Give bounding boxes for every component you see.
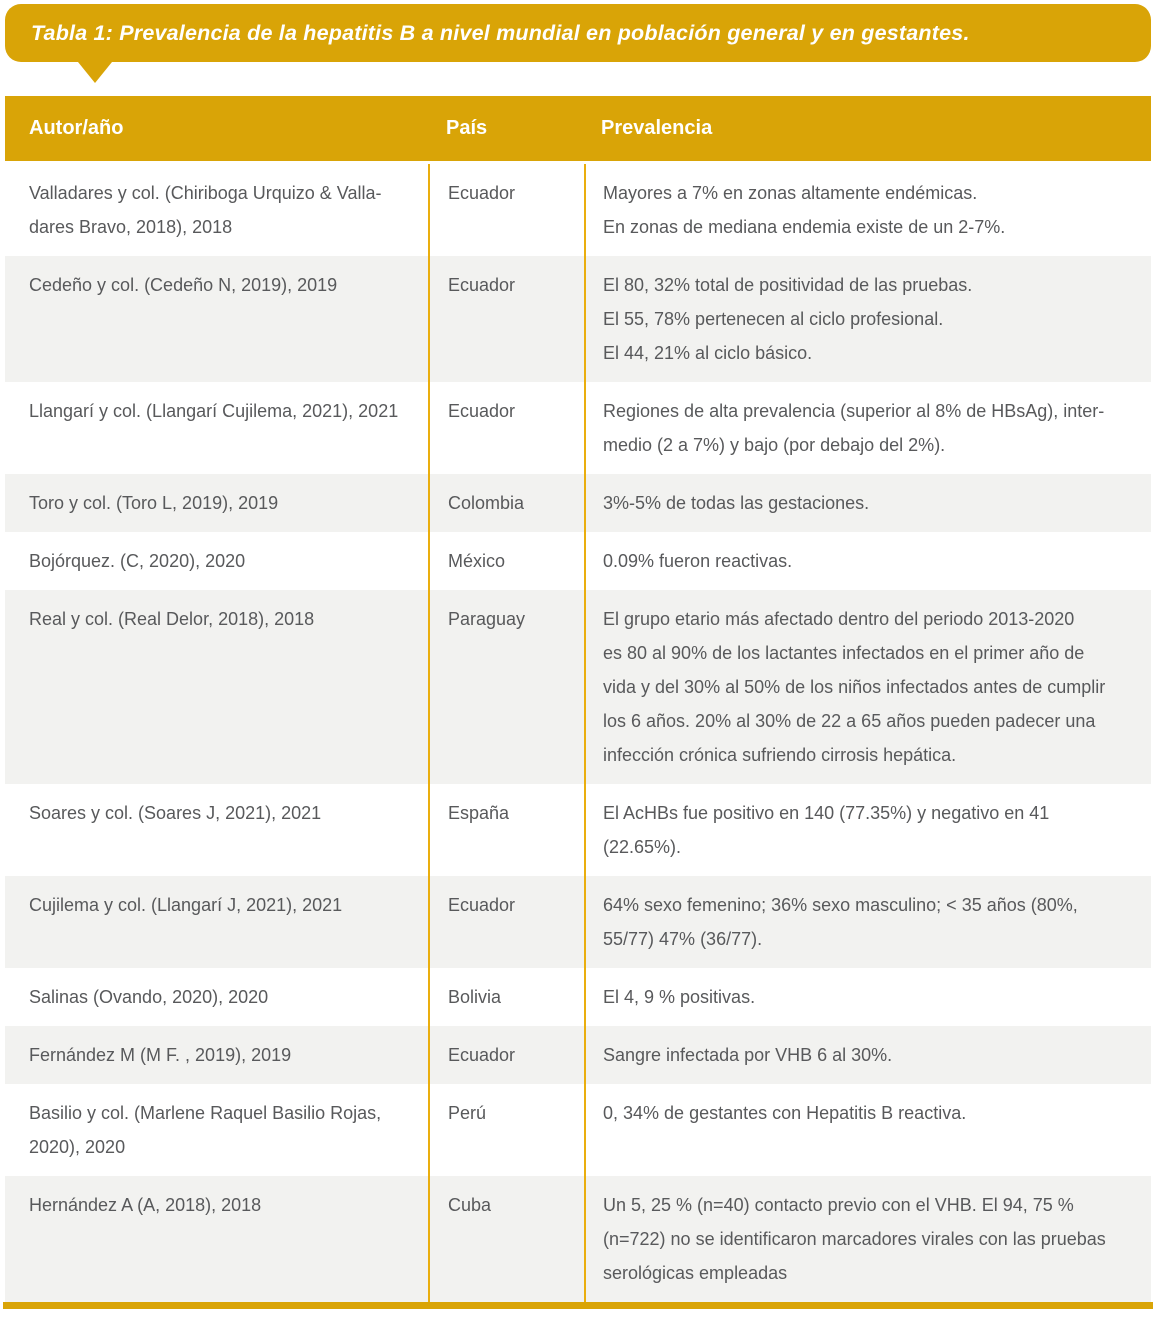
- cell-text-line: Salinas (Ovando, 2020), 2020: [29, 987, 269, 1007]
- table-row: [5, 1026, 1151, 1084]
- cell-text-line: medio (2 a 7%) y bajo (por debajo del 2%).: [603, 435, 946, 455]
- cell-text-line: Cuba: [448, 1195, 492, 1215]
- cell-pais: [428, 590, 584, 784]
- cell-prevalencia: [584, 784, 1151, 876]
- table-title-bubble: [5, 4, 1151, 62]
- table-row: [5, 382, 1151, 474]
- cell-text-line: El 4, 9 % positivas.: [603, 987, 756, 1007]
- cell-text-line: 2020), 2020: [29, 1137, 126, 1157]
- cell-text-line: 64% sexo femenino; 36% sexo masculino; < 35 años (80%,: [603, 895, 1078, 915]
- cell-autor: [5, 256, 428, 382]
- table-row: [5, 590, 1151, 784]
- table-row: [5, 784, 1151, 876]
- cell-text-line: vida y del 30% al 50% de los niños infectados antes de cumplir: [603, 677, 1106, 697]
- cell-prevalencia: [584, 968, 1151, 1026]
- cell-text-line: Hernández A (A, 2018), 2018: [29, 1195, 262, 1215]
- cell-pais: [428, 876, 584, 968]
- cell-pais: [428, 382, 584, 474]
- cell-prevalencia: [584, 1084, 1151, 1176]
- cell-text-line: Mayores a 7% en zonas altamente endémicas.: [603, 183, 978, 203]
- cell-text-line: Ecuador: [448, 895, 516, 915]
- cell-pais: [428, 968, 584, 1026]
- cell-text-line: Bolivia: [448, 987, 502, 1007]
- cell-autor: [5, 164, 428, 256]
- cell-prevalencia: [584, 256, 1151, 382]
- cell-autor: [5, 1176, 428, 1302]
- cell-text-line: Cedeño y col. (Cedeño N, 2019), 2019: [29, 275, 338, 295]
- cell-text-line: El 55, 78% pertenecen al ciclo profesional.: [603, 309, 944, 329]
- cell-text-line: infección crónica sufriendo cirrosis hepática.: [603, 745, 957, 765]
- cell-text-line: 3%-5% de todas las gestaciones.: [603, 493, 870, 513]
- table-header-row: [5, 96, 1151, 161]
- cell-pais: [428, 164, 584, 256]
- column-header-pais: País: [446, 117, 488, 139]
- table-row: [5, 968, 1151, 1026]
- cell-text-line: Real y col. (Real Delor, 2018), 2018: [29, 609, 315, 629]
- cell-text-line: los 6 años. 20% al 30% de 22 a 65 años pueden padecer una: [603, 711, 1096, 731]
- cell-prevalencia: [584, 164, 1151, 256]
- cell-text-line: El AcHBs fue positivo en 140 (77.35%) y negativo en 41: [603, 803, 1050, 823]
- cell-text-line: Soares y col. (Soares J, 2021), 2021: [29, 803, 322, 823]
- cell-text-line: dares Bravo, 2018), 2018: [29, 217, 233, 237]
- cell-text-line: es 80 al 90% de los lactantes infectados en el primer año de: [603, 643, 1085, 663]
- cell-autor: [5, 474, 428, 532]
- cell-text-line: (n=722) no se identificaron marcadores virales con las pruebas: [603, 1229, 1106, 1249]
- table-row: [5, 532, 1151, 590]
- cell-text-line: España: [448, 803, 510, 823]
- cell-text-line: Un 5, 25 % (n=40) contacto previo con el VHB. El 94, 75 %: [603, 1195, 1074, 1215]
- cell-prevalencia: [584, 590, 1151, 784]
- table-row: [5, 474, 1151, 532]
- prevalence-table: [5, 96, 1151, 1302]
- cell-text-line: Basilio y col. (Marlene Raquel Basilio Rojas,: [29, 1103, 382, 1123]
- column-header-prevalencia: Prevalencia: [601, 117, 713, 139]
- cell-autor: [5, 382, 428, 474]
- cell-pais: [428, 1084, 584, 1176]
- cell-text-line: 0.09% fueron reactivas.: [603, 551, 793, 571]
- table-title: Tabla 1: Prevalencia de la hepatitis B a nivel mundial en población general y en gestantes.: [31, 20, 970, 45]
- column-header-autor: Autor/año: [29, 117, 124, 139]
- table-row: [5, 1176, 1151, 1302]
- cell-prevalencia: [584, 876, 1151, 968]
- cell-text-line: Ecuador: [448, 401, 516, 421]
- cell-pais: [428, 1026, 584, 1084]
- cell-text-line: Colombia: [448, 493, 525, 513]
- cell-text-line: El 80, 32% total de positividad de las pruebas.: [603, 275, 973, 295]
- cell-text-line: Regiones de alta prevalencia (superior al 8% de HBsAg), inter-: [603, 401, 1105, 421]
- cell-prevalencia: [584, 474, 1151, 532]
- cell-text-line: México: [448, 551, 506, 571]
- table-row: [5, 164, 1151, 256]
- table-row: [5, 256, 1151, 382]
- table-body: [5, 164, 1151, 1302]
- cell-text-line: Ecuador: [448, 1045, 516, 1065]
- cell-text-line: serológicas empleadas: [603, 1263, 788, 1283]
- cell-text-line: 0, 34% de gestantes con Hepatitis B reactiva.: [603, 1103, 967, 1123]
- table-bottom-border: [3, 1302, 1153, 1309]
- cell-autor: [5, 532, 428, 590]
- cell-pais: [428, 532, 584, 590]
- cell-text-line: Cujilema y col. (Llangarí J, 2021), 2021: [29, 895, 343, 915]
- cell-text-line: Perú: [448, 1103, 487, 1123]
- cell-pais: [428, 784, 584, 876]
- cell-text-line: Bojórquez. (C, 2020), 2020: [29, 551, 246, 571]
- cell-text-line: Valladares y col. (Chiriboga Urquizo & Valla-: [29, 183, 382, 203]
- cell-text-line: El grupo etario más afectado dentro del periodo 2013-2020: [603, 609, 1075, 629]
- cell-autor: [5, 590, 428, 784]
- cell-autor: [5, 1084, 428, 1176]
- cell-text-line: (22.65%).: [603, 837, 682, 857]
- cell-text-line: En zonas de mediana endemia existe de un 2-7%.: [603, 217, 1006, 237]
- cell-prevalencia: [584, 532, 1151, 590]
- cell-prevalencia: [584, 382, 1151, 474]
- cell-prevalencia: [584, 1026, 1151, 1084]
- cell-pais: [428, 474, 584, 532]
- document-page: [0, 4, 1156, 1309]
- cell-text-line: Fernández M (M F. , 2019), 2019: [29, 1045, 292, 1065]
- cell-text-line: Paraguay: [448, 609, 526, 629]
- cell-text-line: Ecuador: [448, 275, 516, 295]
- cell-autor: [5, 784, 428, 876]
- cell-text-line: 55/77) 47% (36/77).: [603, 929, 763, 949]
- cell-autor: [5, 968, 428, 1026]
- bubble-tail-pointer: [78, 62, 112, 83]
- cell-pais: [428, 256, 584, 382]
- cell-text-line: Ecuador: [448, 183, 516, 203]
- cell-text-line: El 44, 21% al ciclo básico.: [603, 343, 813, 363]
- cell-text-line: Sangre infectada por VHB 6 al 30%.: [603, 1045, 893, 1065]
- cell-autor: [5, 1026, 428, 1084]
- table-row: [5, 1084, 1151, 1176]
- cell-text-line: Llangarí y col. (Llangarí Cujilema, 2021), 2021: [29, 401, 399, 421]
- cell-pais: [428, 1176, 584, 1302]
- cell-prevalencia: [584, 1176, 1151, 1302]
- cell-autor: [5, 876, 428, 968]
- cell-text-line: Toro y col. (Toro L, 2019), 2019: [29, 493, 279, 513]
- table-row: [5, 876, 1151, 968]
